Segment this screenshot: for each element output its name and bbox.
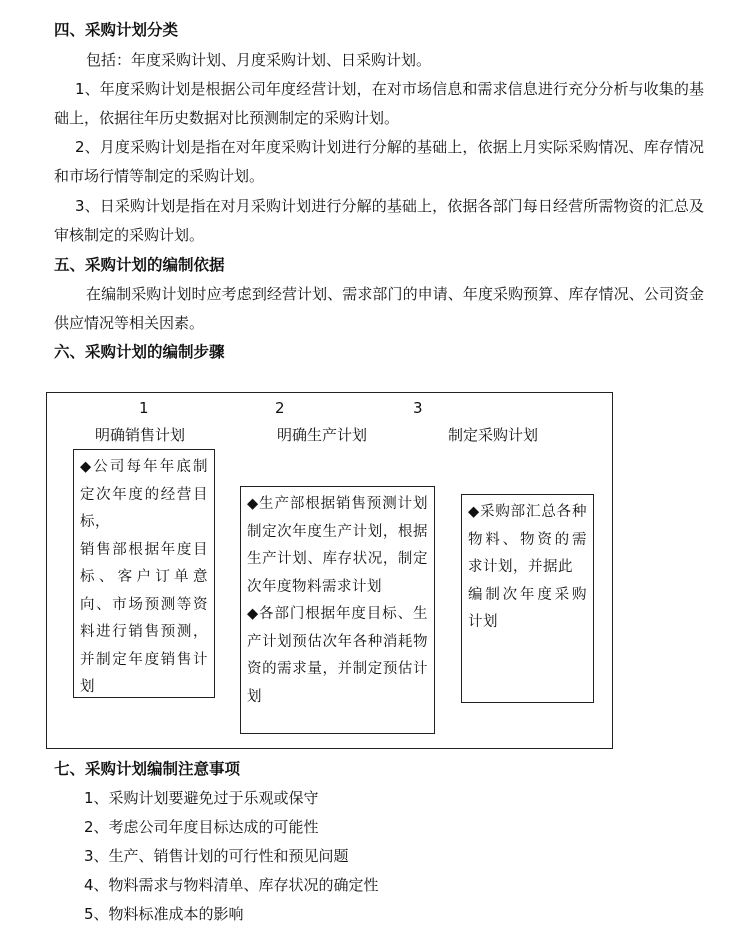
list-item: 2、考虑公司年度目标达成的可能性: [84, 818, 319, 836]
planning-steps-diagram: [46, 392, 613, 749]
step-1-text-1: ◆公司每年年底制定次年度的经营目标，: [80, 459, 208, 530]
step-2-text-2: ◆各部门根据年度目标、生产计划预估次年各种消耗物资的需求量，并制定预估计划: [247, 606, 428, 705]
list-item: 1、采购计划要避免过于乐观或保守: [84, 789, 319, 807]
section-5-paragraph: 在编制采购计划时应考虑到经营计划、需求部门的申请、年度采购预算、库存情况、公司资金供应情况等相关因素。: [54, 285, 704, 332]
step-2-text-1: ◆生产部根据销售预测计划制定次年度生产计划，根据生产计划、库存状况，制定次年度物料需求计划: [247, 496, 428, 595]
step-2-box: [240, 486, 435, 734]
section-7-heading: 七、采购计划编制注意事项: [54, 760, 241, 778]
step-1-box: [73, 449, 215, 698]
step-3-number: 3: [413, 399, 423, 417]
step-3-text-2: 编制次年度采购计划: [468, 586, 587, 630]
section-4-paragraph-1: 1、年度采购计划是根据公司年度经营计划，在对市场信息和需求信息进行充分分析与收集的基础上，依据往年历史数据对比预测制定的采购计划。: [54, 80, 704, 127]
list-item: 3、生产、销售计划的可行性和预见问题: [84, 847, 349, 865]
section-4-paragraph-2: 2、月度采购计划是指在对年度采购计划进行分解的基础上，依据上月实际采购情况、库存情况和市场行情等制定的采购计划。: [54, 138, 704, 185]
step-3-box: [461, 494, 594, 703]
section-6-heading: 六、采购计划的编制步骤: [54, 343, 225, 361]
step-2-number: 2: [275, 399, 285, 417]
section-4-heading: 四、采购计划分类: [54, 21, 179, 39]
section-4-intro: 包括：年度采购计划、月度采购计划、日采购计划。: [86, 51, 432, 69]
list-item: 5、物料标准成本的影响: [84, 905, 244, 923]
section-4-paragraph-3: 3、日采购计划是指在对月采购计划进行分解的基础上，依据各部门每日经营所需物资的汇总及审核制定的采购计划。: [54, 197, 704, 244]
section-5-heading: 五、采购计划的编制依据: [54, 256, 225, 274]
list-item: 4、物料需求与物料清单、库存状况的确定性: [84, 876, 379, 894]
step-3-title: 制定采购计划: [448, 426, 539, 444]
step-1-title: 明确销售计划: [95, 426, 186, 444]
step-3-text-1: ◆采购部汇总各种物料、物资的需求计划，并据此: [468, 504, 587, 575]
step-1-number: 1: [139, 399, 149, 417]
step-2-title: 明确生产计划: [277, 426, 368, 444]
step-1-text-2: 销售部根据年度目标、客户订单意向、市场预测等资料进行销售预测，并制定年度销售计划: [80, 541, 208, 695]
